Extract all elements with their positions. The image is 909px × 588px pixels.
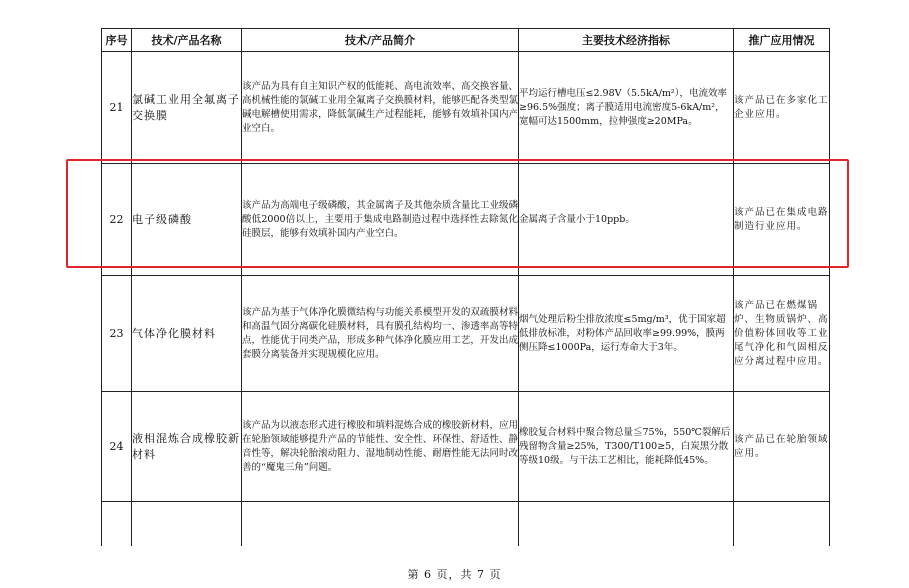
- product-name: 电子级磷酸: [132, 164, 242, 276]
- technical-metrics: 橡胶复合材料中聚合物总量≦75%，550℃裂解后残留物含量≥25%，T300/T100≥5，白炭黑分散等级10级。与干法工艺相比，能耗降低45%。: [519, 392, 734, 502]
- product-description: 该产品为具有自主知识产权的低能耗、高电流效率、高交换容量、高机械性能的氯碱工业用全氟离子交换膜材料，能够匹配各类型氯碱电解槽使用需求，降低氯碱生产过程能耗，能够有效填补国内产业空白。: [242, 52, 519, 164]
- table-row-empty: [102, 502, 830, 547]
- header-name: 技术/产品名称: [132, 29, 242, 52]
- header-app: 推广应用情况: [734, 29, 830, 52]
- product-description: 该产品为基于气体净化膜微结构与功能关系模型开发的双疏膜材料和高温气固分离碳化硅膜材料，具有膜孔结构均一、渗透率高等特点，性能优于同类产品，形成多种气体净化膜应用工艺，开发出成套膜分离装备并实现规模化应用。: [242, 276, 519, 392]
- page-footer: 第 6 页，共 7 页: [407, 568, 502, 581]
- empty-cell: [242, 502, 519, 547]
- application-status: 该产品已在燃煤锅炉、生物质锅炉、高价值粉体回收等工业尾气净化和气固相反应分离过程中应用。: [734, 276, 830, 392]
- product-name: 氯碱工业用全氟离子交换膜: [132, 52, 242, 164]
- header-no: 序号: [102, 29, 132, 52]
- empty-cell: [102, 502, 132, 547]
- table-header-row: [102, 29, 830, 52]
- product-description: 该产品为以液态形式进行橡胶和填料混炼合成的橡胶新材料，应用在轮胎领域能够提升产品的节能性、安全性、环保性、舒适性、静音性等，解决轮胎滚动阻力、湿地制动性能、耐磨性能无法同时改善的“魔鬼三角”问题。: [242, 392, 519, 502]
- empty-cell: [519, 502, 734, 547]
- product-description: 该产品为高端电子级磷酸，其金属离子及其他杂质含量比工业级磷酸低2000倍以上，主要用于集成电路制造过程中选择性去除氮化硅膜层，能够有效填补国内产业空白。: [242, 164, 519, 276]
- empty-cell: [734, 502, 830, 547]
- technical-metrics: 平均运行槽电压≤2.98V（5.5kA/m²），电流效率≥96.5%强度；离子膜适用电流密度5-6kA/m²，宽幅可达1500mm，拉伸强度≥20MPa。: [519, 52, 734, 164]
- row-number: 22: [102, 164, 132, 276]
- header-metric: 主要技术经济指标: [519, 29, 734, 52]
- product-name: 气体净化膜材料: [132, 276, 242, 392]
- row-number: 23: [102, 276, 132, 392]
- technical-metrics: 金属离子含量小于10ppb。: [519, 164, 734, 276]
- application-status: 该产品已在集成电路制造行业应用。: [734, 164, 830, 276]
- table-row: [102, 52, 830, 164]
- product-name: 液相混炼合成橡胶新材料: [132, 392, 242, 502]
- technical-metrics: 烟气处理后粉尘排放浓度≤5mg/m³，优于国家超低排放标准，对粉体产品回收率≥99.99%，膜两侧压降≤1000Pa，运行寿命大于3年。: [519, 276, 734, 392]
- product-table: [101, 28, 830, 546]
- empty-cell: [132, 502, 242, 547]
- row-number: 24: [102, 392, 132, 502]
- application-status: 该产品已在多家化工企业应用。: [734, 52, 830, 164]
- row-number: 21: [102, 52, 132, 164]
- row-highlight-box: [66, 159, 849, 268]
- table-row: [102, 276, 830, 392]
- header-desc: 技术/产品简介: [242, 29, 519, 52]
- application-status: 该产品已在轮胎领域应用。: [734, 392, 830, 502]
- table-row: [102, 392, 830, 502]
